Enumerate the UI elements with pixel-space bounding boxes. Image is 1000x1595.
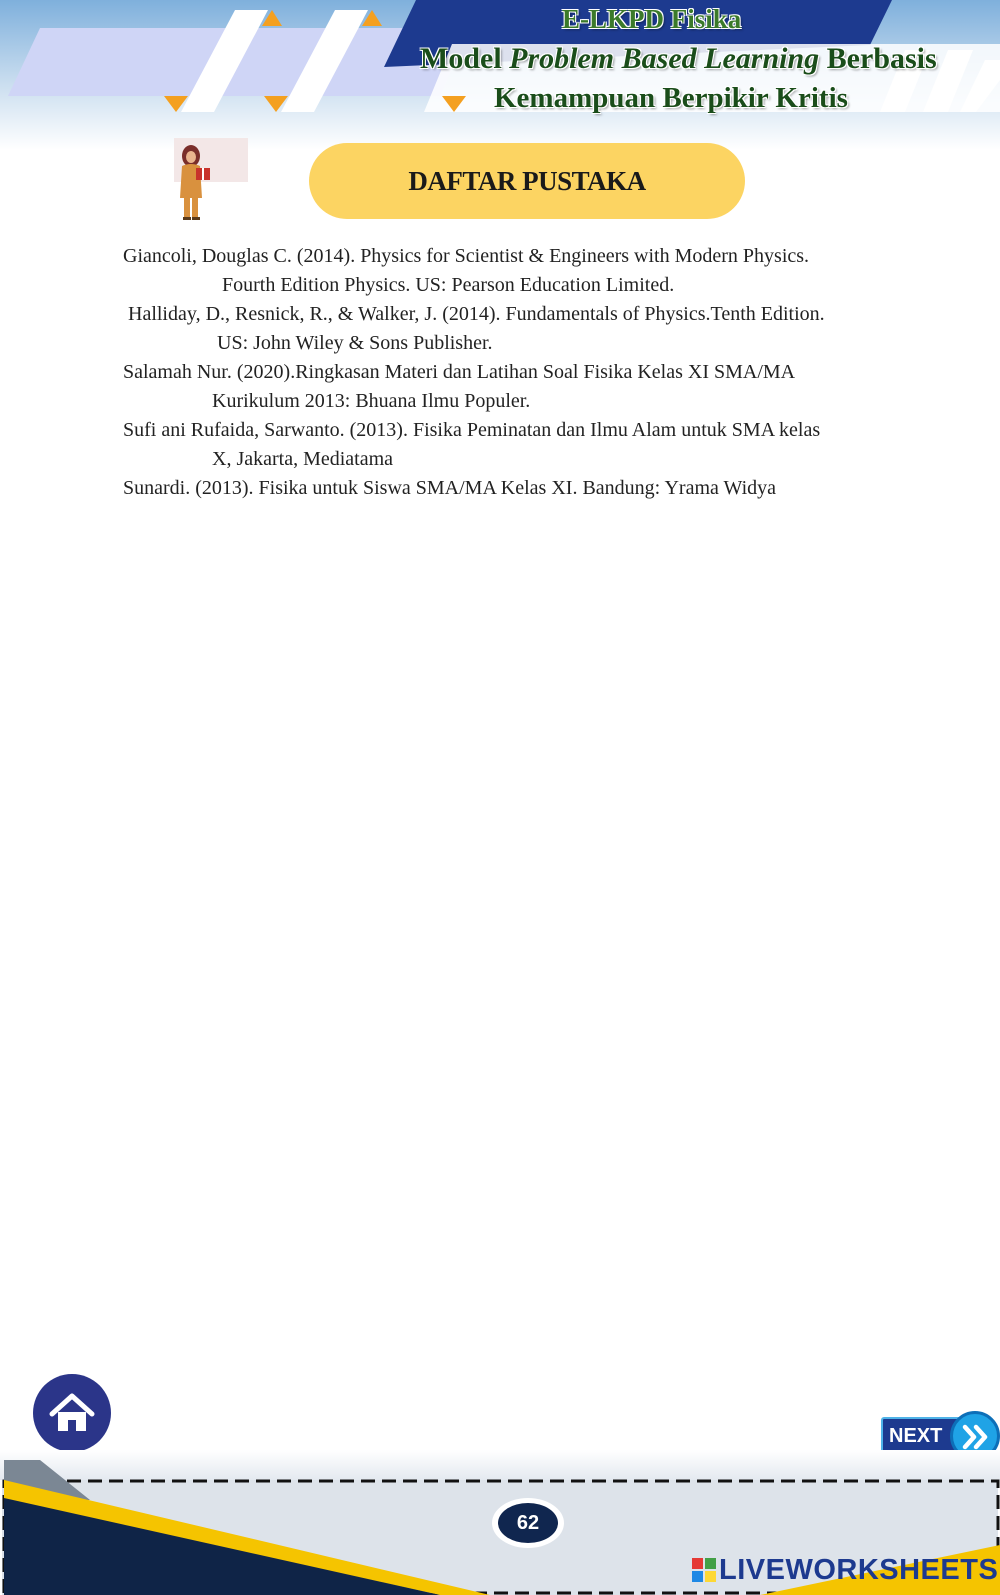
page-number-inner — [498, 1503, 558, 1543]
reference-item-1-continued: Fourth Edition Physics. US: Pearson Education Limited. — [222, 274, 675, 296]
section-title: DAFTAR PUSTAKA — [408, 165, 646, 196]
liveworksheets-grid-icon — [692, 1558, 716, 1582]
header-subtitle — [420, 42, 937, 76]
reference-item-3-continued: Kurikulum 2013: Bhuana Ilmu Populer. — [212, 390, 531, 412]
header-subtitle-italic: Problem Based Learning — [509, 42, 820, 75]
reference-item-2-continued: US: John Wiley & Sons Publisher. — [217, 332, 493, 354]
page-header — [0, 0, 1000, 150]
header-subtitle-prefix: Model — [420, 42, 510, 75]
next-button-label: NEXT — [889, 1424, 943, 1447]
reference-item-2: Halliday, D., Resnick, R., & Walker, J. (2014). Fundamentals of Physics.Tenth Edition. — [128, 303, 825, 325]
double-chevron-right-icon — [962, 1424, 990, 1450]
section-title-pill — [309, 143, 745, 219]
reference-item-1: Giancoli, Douglas C. (2014). Physics for Scientist & Engineers with Modern Physics. — [123, 245, 810, 267]
teacher-illustration — [172, 136, 252, 222]
header-subtitle-line3: Kemampuan Berpikir Kritis — [494, 82, 848, 114]
home-icon — [46, 1387, 98, 1439]
header-title: E-LKPD Fisika — [562, 4, 742, 34]
header-subtitle-suffix: Berbasis — [819, 42, 937, 75]
page-number-badge — [492, 1498, 564, 1548]
page-number: 62 — [516, 1511, 540, 1534]
reference-item-4-continued: X, Jakarta, Mediatama — [212, 448, 394, 470]
reference-item-4: Sufi ani Rufaida, Sarwanto. (2013). Fisika Peminatan dan Ilmu Alam untuk SMA kelas — [123, 419, 821, 441]
home-button[interactable] — [33, 1374, 111, 1452]
reference-item-5: Sunardi. (2013). Fisika untuk Siswa SMA/MA Kelas XI. Bandung: Yrama Widya — [123, 477, 777, 499]
liveworksheets-brand: LIVEWORKSHEETS — [719, 1553, 999, 1586]
reference-item-3: Salamah Nur. (2020).Ringkasan Materi dan Latihan Soal Fisika Kelas XI SMA/MA — [123, 361, 796, 383]
liveworksheets-logo — [692, 1552, 998, 1588]
